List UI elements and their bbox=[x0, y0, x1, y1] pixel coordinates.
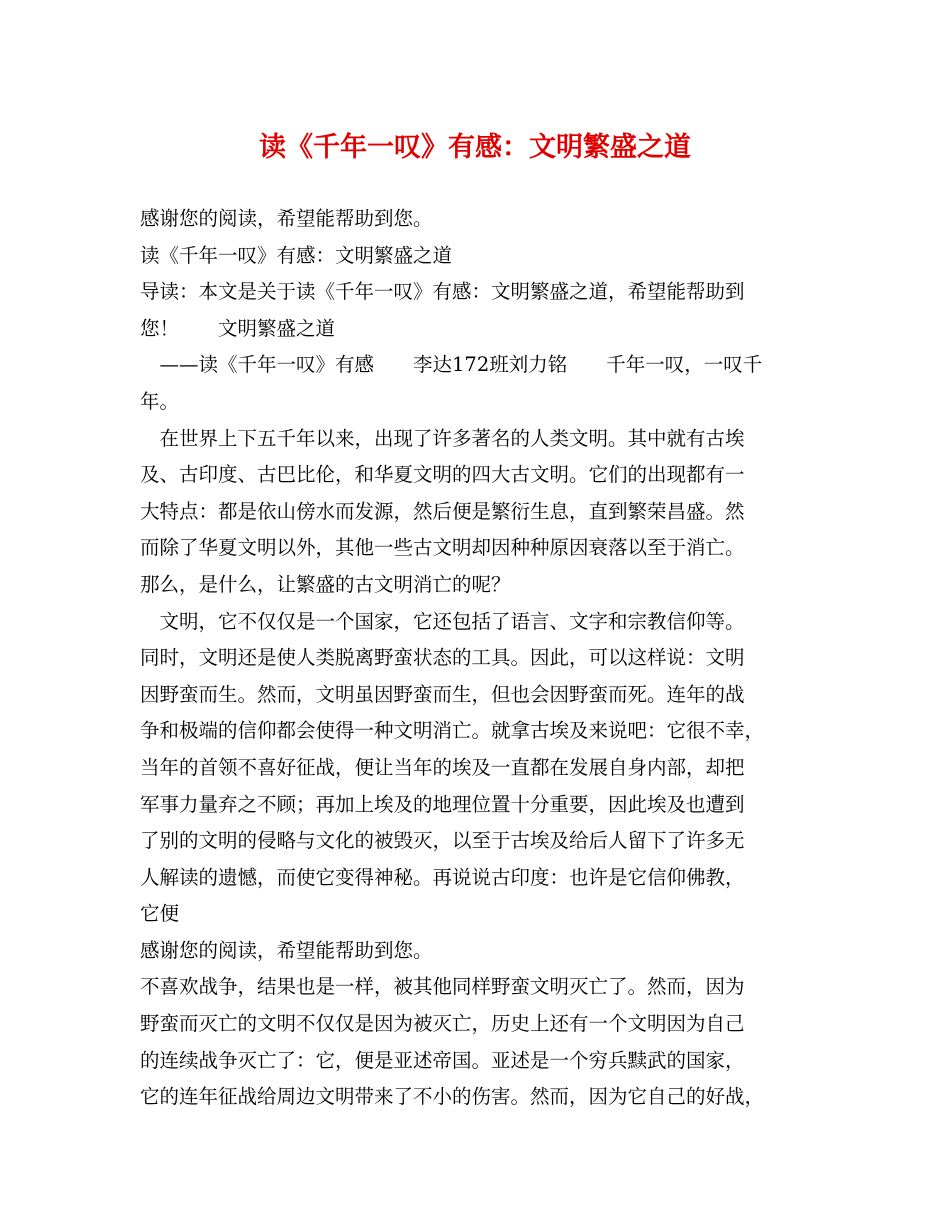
body-line: 它便 bbox=[140, 902, 180, 926]
body-line: 军事力量弃之不顾；再加上埃及的地理位置十分重要，因此埃及也遭到 bbox=[140, 792, 745, 816]
body-line: 读《千年一叹》有感：文明繁盛之道 bbox=[140, 243, 453, 267]
body-line: 文明，它不仅仅是一个国家，它还包括了语言、文字和宗教信仰等。 bbox=[140, 609, 745, 633]
body-line: ——读《千年一叹》有感 李达172班刘力铭 千年一叹，一叹千 bbox=[140, 353, 763, 377]
body-line: 而除了华夏文明以外，其他一些古文明却因种种原因衰落以至于消亡。 bbox=[140, 536, 745, 560]
body-line: 及、古印度、古巴比伦，和华夏文明的四大古文明。它们的出现都有一 bbox=[140, 463, 745, 487]
body-line: 您！ 文明繁盛之道 bbox=[140, 316, 336, 340]
body-line: 导读：本文是关于读《千年一叹》有感：文明繁盛之道，希望能帮助到 bbox=[140, 280, 745, 304]
body-line: 在世界上下五千年以来，出现了许多著名的人类文明。其中就有古埃 bbox=[140, 426, 745, 450]
body-line: 的连续战争灭亡了：它，便是亚述帝国。亚述是一个穷兵黩武的国家， bbox=[140, 1048, 745, 1072]
body-line: 同时，文明还是使人类脱离野蛮状态的工具。因此，可以这样说：文明 bbox=[140, 646, 745, 670]
body-line: 感谢您的阅读，希望能帮助到您。 bbox=[140, 207, 433, 230]
body-line: 那么，是什么，让繁盛的古文明消亡的呢？ bbox=[140, 572, 511, 596]
body-line: 了别的文明的侵略与文化的被毁灭，以至于古埃及给后人留下了许多无 bbox=[140, 829, 745, 853]
body-line: 它的连年征战给周边文明带来了不小的伤害。然而，因为它自己的好战， bbox=[140, 1085, 765, 1109]
body-line: 争和极端的信仰都会使得一种文明消亡。就拿古埃及来说吧：它很不幸， bbox=[140, 719, 765, 743]
body-line: 野蛮而灭亡的文明不仅仅是因为被灭亡，历史上还有一个文明因为自己 bbox=[140, 1012, 745, 1036]
body-line: 大特点：都是依山傍水而发源，然后便是繁衍生息，直到繁荣昌盛。然 bbox=[140, 499, 745, 523]
body-line: 不喜欢战争，结果也是一样，被其他同样野蛮文明灭亡了。然而，因为 bbox=[140, 975, 745, 999]
body-line: 感谢您的阅读，希望能帮助到您。 bbox=[140, 938, 433, 962]
body-line: 人解读的遗憾，而使它变得神秘。再说说古印度：也许是它信仰佛教， bbox=[140, 865, 745, 889]
document-body bbox=[140, 201, 830, 1116]
document-title: 读《千年一叹》有感：文明繁盛之道 bbox=[259, 132, 691, 163]
body-line: 因野蛮而生。然而，文明虽因野蛮而生，但也会因野蛮而死。连年的战 bbox=[140, 682, 745, 706]
body-line: 年。 bbox=[140, 389, 180, 413]
body-line: 当年的首领不喜好征战，便让当年的埃及一直都在发展自身内部，却把 bbox=[140, 755, 745, 779]
